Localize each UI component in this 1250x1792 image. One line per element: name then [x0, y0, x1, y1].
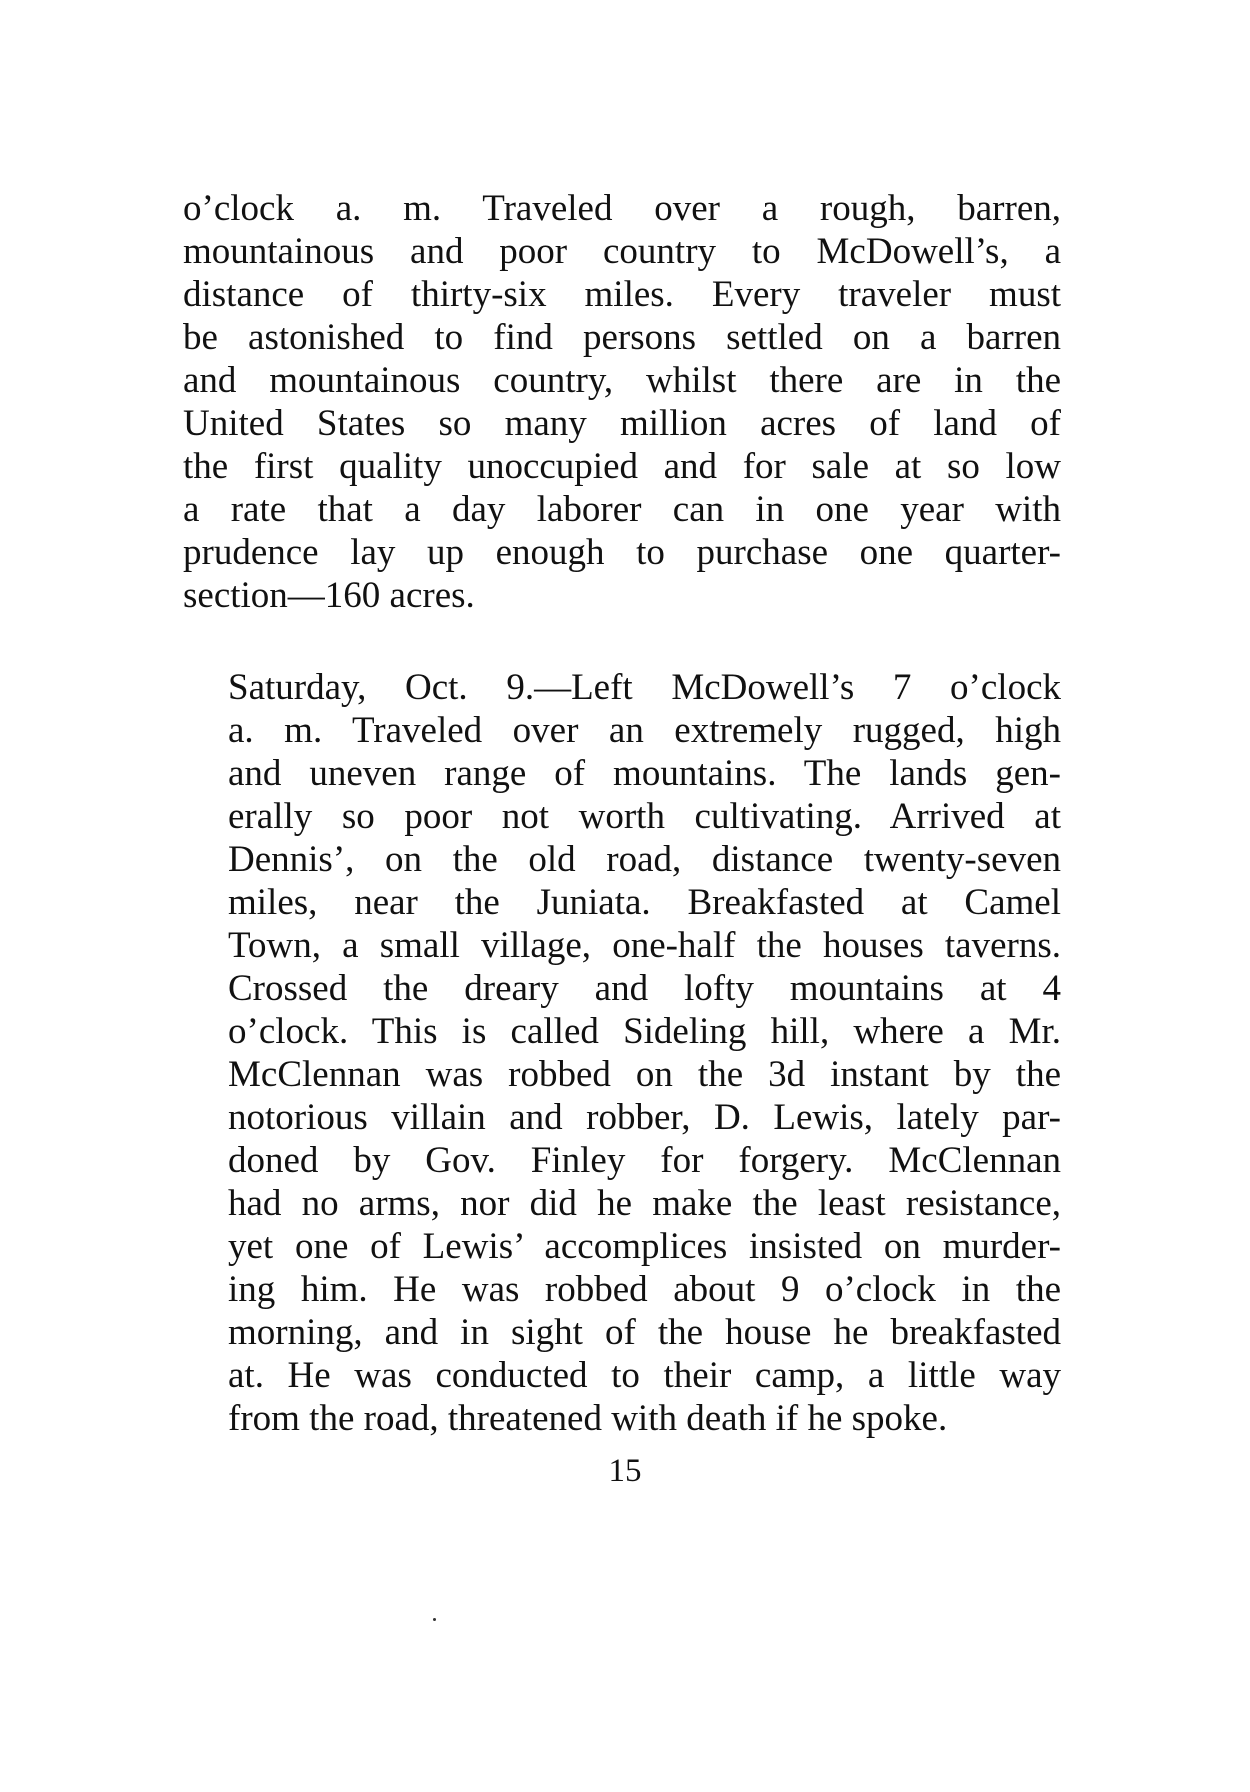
text-line: distance of thirty-six miles. Every traveler must	[183, 274, 1061, 315]
text-line: a rate that a day laborer can in one year with	[183, 489, 1061, 530]
text-line: erally so poor not worth cultivating. Arrived at	[228, 796, 1061, 837]
text-line: at. He was conducted to their camp, a little way	[228, 1355, 1061, 1396]
paragraph-2	[183, 666, 1061, 1440]
text-line: yet one of Lewis’ accomplices insisted on murder-	[228, 1226, 1061, 1267]
paragraph-1	[183, 187, 1061, 617]
text-line: prudence lay up enough to purchase one quarter-	[183, 532, 1061, 573]
text-line: from the road, threatened with death if he spoke.	[228, 1398, 948, 1439]
text-line: United States so many million acres of land of	[183, 403, 1061, 444]
text-line: doned by Gov. Finley for forgery. McClennan	[228, 1140, 1061, 1181]
print-speck	[433, 1618, 436, 1621]
text-line: o’clock a. m. Traveled over a rough, barren,	[183, 188, 1061, 229]
text-line: had no arms, nor did he make the least resistance,	[228, 1183, 1061, 1224]
page-number: 15	[608, 1453, 642, 1489]
text-line: o’clock. This is called Sideling hill, where a Mr.	[228, 1011, 1061, 1052]
text-line: miles, near the Juniata. Breakfasted at Camel	[228, 882, 1061, 923]
text-line: and mountainous country, whilst there are in the	[183, 360, 1061, 401]
text-line: section—160 acres.	[183, 575, 475, 616]
text-line: Crossed the dreary and lofty mountains at 4	[228, 968, 1061, 1009]
text-line: mountainous and poor country to McDowell’s, a	[183, 231, 1061, 272]
text-line: and uneven range of mountains. The lands gen-	[228, 753, 1061, 794]
text-line: Dennis’, on the old road, distance twenty-seven	[228, 839, 1061, 880]
text-line: be astonished to find persons settled on a barren	[183, 317, 1061, 358]
text-line: Town, a small village, one-half the houses taverns.	[228, 925, 1061, 966]
text-line: notorious villain and robber, D. Lewis, lately par-	[228, 1097, 1061, 1138]
text-line: Saturday, Oct. 9.—Left McDowell’s 7 o’clock	[228, 667, 1061, 708]
text-line: the first quality unoccupied and for sale at so low	[183, 446, 1061, 487]
text-line: McClennan was robbed on the 3d instant by the	[228, 1054, 1061, 1095]
text-line: ing him. He was robbed about 9 o’clock in the	[228, 1269, 1061, 1310]
text-line: a. m. Traveled over an extremely rugged, high	[228, 710, 1061, 751]
text-line: morning, and in sight of the house he breakfasted	[228, 1312, 1061, 1353]
